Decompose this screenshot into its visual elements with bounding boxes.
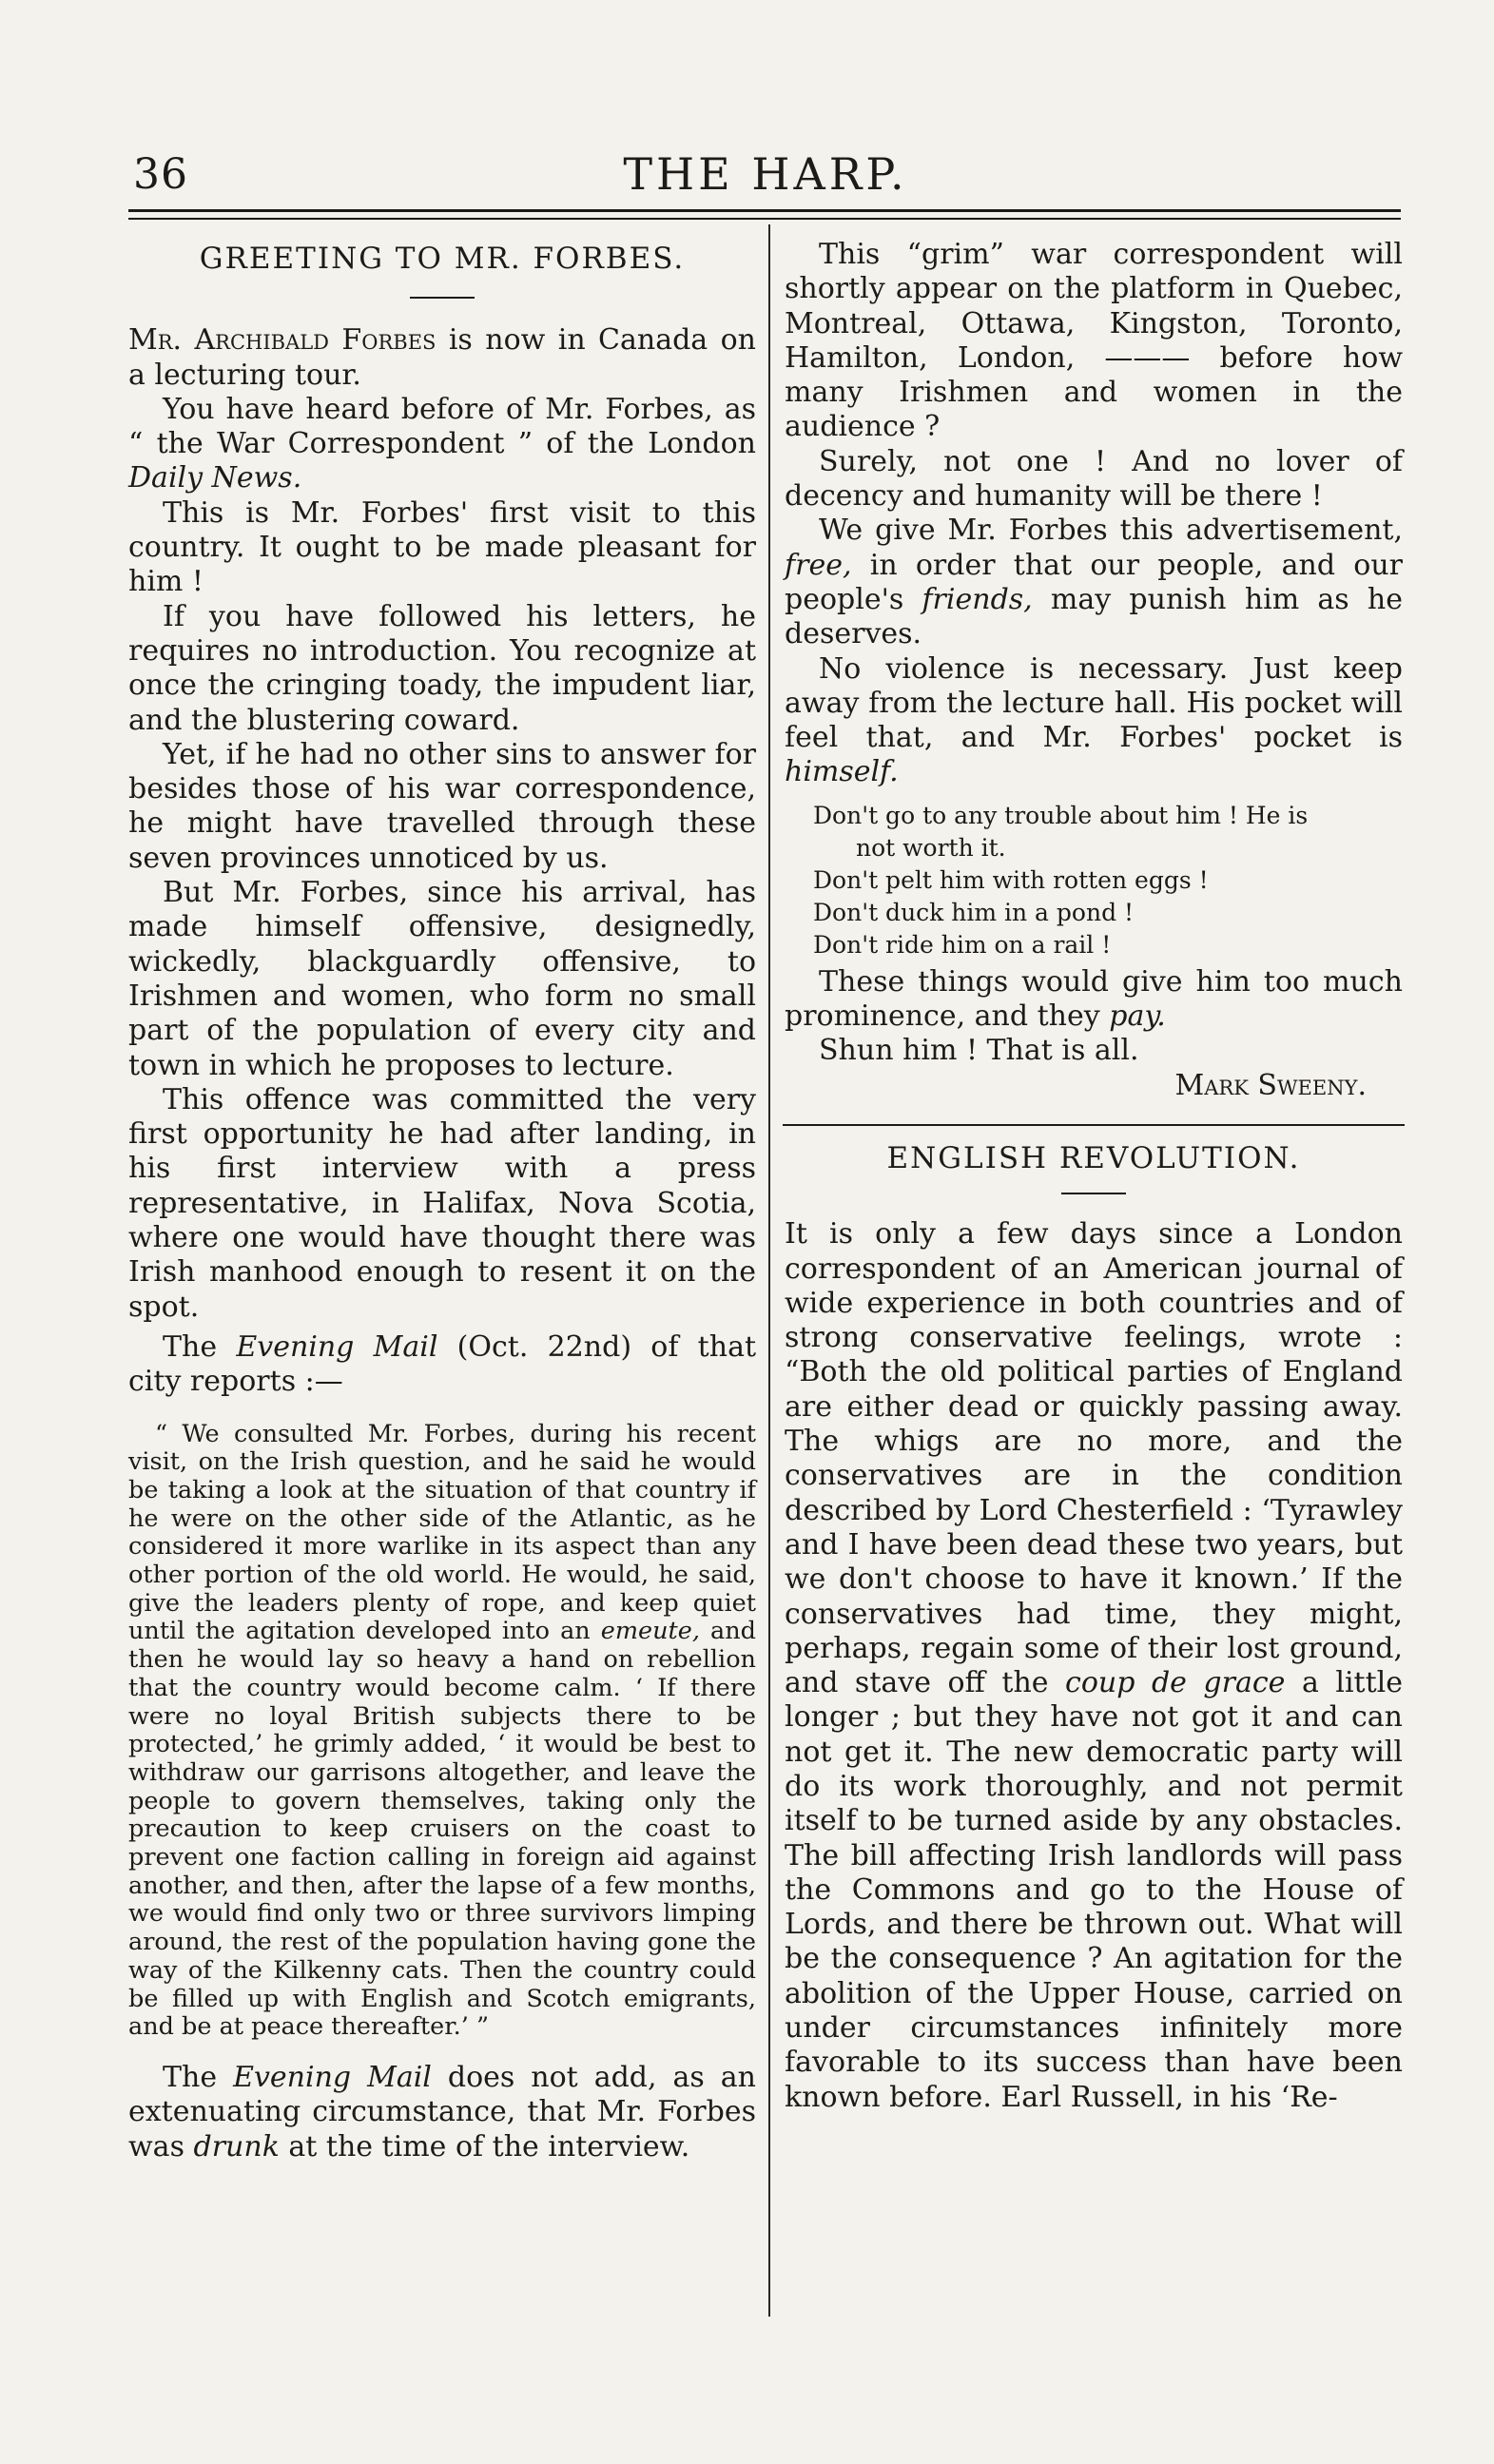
paragraph: This offence was committed the very first opportunity he had after landing, in his first interview with a press representative, in Halifax, Nova Scotia, where one would have thought there was Irish manhood enough to resent it on the spot. [128, 1082, 756, 1324]
article-headline-revolution: ENGLISH REVOLUTION. [886, 1140, 1301, 1175]
paragraph: It is only a few days since a London correspondent of an American journal of wide experience in both countries and of strong conservative feelings, wrote : “Both the old political parties of England are either dead or quickly passing away. The whigs are no more, and the conservatives are in the condition described by Lord Chesterfield : ‘Tyrawley and I have been dead these two years, but we don't choose to have it known.’ If the conservatives had time, they might, perhaps, regain some of their lost ground, and stave off the coup de grace a little longer ; but they have not got it and can not get it. The new democratic party will do its work thoroughly, and not permit itself to be turned aside by any obstacles. The bill affecting Irish landlords will pass the Commons and go to the House of Lords, and there be thrown out. What will be the consequence ? An agitation for the abolition of the Upper House, carried on under circumstances infinitely more favorable to its success than have been known before. Earl Russell, in his ‘Re- [785, 1217, 1403, 2114]
paragraph: You have heard before of Mr. Forbes, as “ the War Correspondent ” of the London Daily News. [128, 392, 756, 495]
running-title: THE HARP. [623, 148, 908, 200]
page-header [128, 143, 1403, 209]
verse-line: Don't ride him on a rail ! [813, 930, 1112, 959]
paragraph: We give Mr. Forbes this advertisement, free, in order that our people, and our people's friends, may punish him as he deserves. [785, 514, 1403, 651]
verse-line: Don't duck him in a pond ! [813, 898, 1135, 926]
verse-line: Don't pelt him with rotten eggs ! [813, 865, 1209, 894]
paragraph: Mr. Archibald Forbes is now in Canada on a lecturing tour. [128, 323, 756, 392]
paragraph: But Mr. Forbes, since his arrival, has made himself offensive, designedly, wickedly, blackguardly offensive, to Irishmen and women, who form no small part of the population of every city and town in which he proposes to lecture. [128, 876, 756, 1082]
paragraph: No violence is necessary. Just keep away from the lecture hall. His pocket will feel that, and Mr. Forbes' pocket is himself. [785, 651, 1403, 789]
verse-line: not worth it. [856, 833, 1006, 862]
paragraph: Surely, not one ! And no lover of decency and humanity will be there ! [785, 444, 1403, 514]
header-rule-secondary [128, 218, 1401, 220]
verse-list [785, 800, 1403, 961]
column-divider [768, 224, 770, 2317]
right-column [785, 238, 1403, 2115]
verse-line: Don't go to any trouble about him ! He is [813, 801, 1309, 829]
paragraph: If you have followed his letters, he requires no introduction. You recognize at once the cringing toady, the impudent liar, and the blustering coward. [128, 599, 756, 737]
signature: Mark Sweeny. [1174, 1068, 1367, 1102]
left-column [128, 238, 756, 2164]
paragraph: This is Mr. Forbes' first visit to this country. It ought to be made pleasant for him ! [128, 495, 756, 599]
paragraph: The Evening Mail does not add, as an extenuating circumstance, that Mr. Forbes was drunk at the time of the interview. [128, 2060, 757, 2163]
quoted-interview: “ We consulted Mr. Forbes, during his recent visit, on the Irish question, and he said he would be taking a look at the situation of that country if he were on the other side of the Atlantic, as he considered it more warlike in its aspect than any other portion of the old world. He would, he said, give the leaders plenty of rope, and keep quiet until the agitation developed into an emeute, and then he would lay so heavy a hand on rebellion that the country would become calm. ‘ If there were no loyal British subjects there to be protected,’ he grimly added, ‘ it would be best to withdraw our garrisons altogether, and leave the people to govern themselves, taking only the precaution to keep cruisers on the coast to prevent one faction calling in foreign aid against another, and then, after the lapse of a few months, we would find only two or three survivors limping around, the rest of the population having gone the way of the Kilkenny cats. Then the country could be filled up with English and Scotch emigrants, and be at peace thereafter.’ ” [128, 1419, 756, 2042]
article-headline-forbes: GREETING TO MR. FORBES. [199, 242, 686, 276]
paragraph: This “grim” war correspondent will shortly appear on the platform in Quebec, Montreal, Ottawa, Kingston, Toronto, Hamilton, London, ——— before how many Irishmen and women in the audience ? [785, 238, 1403, 444]
headline-rule [410, 297, 475, 299]
header-rule [128, 209, 1401, 212]
page-number: 36 [133, 150, 188, 199]
paragraph: Shun him ! That is all. [819, 1034, 1139, 1068]
article-separator [783, 1124, 1405, 1126]
lead-words: Mr. Archibald Forbes [128, 323, 437, 358]
paragraph: These things would give him too much prominence, and they pay. [785, 964, 1403, 1034]
paragraph: The Evening Mail (Oct. 22nd) of that city reports :— [128, 1329, 757, 1399]
paragraph: Yet, if he had no other sins to answer for besides those of his war correspondence, he might have travelled through these seven provinces unnoticed by us. [128, 737, 756, 875]
headline-rule [1061, 1193, 1126, 1194]
